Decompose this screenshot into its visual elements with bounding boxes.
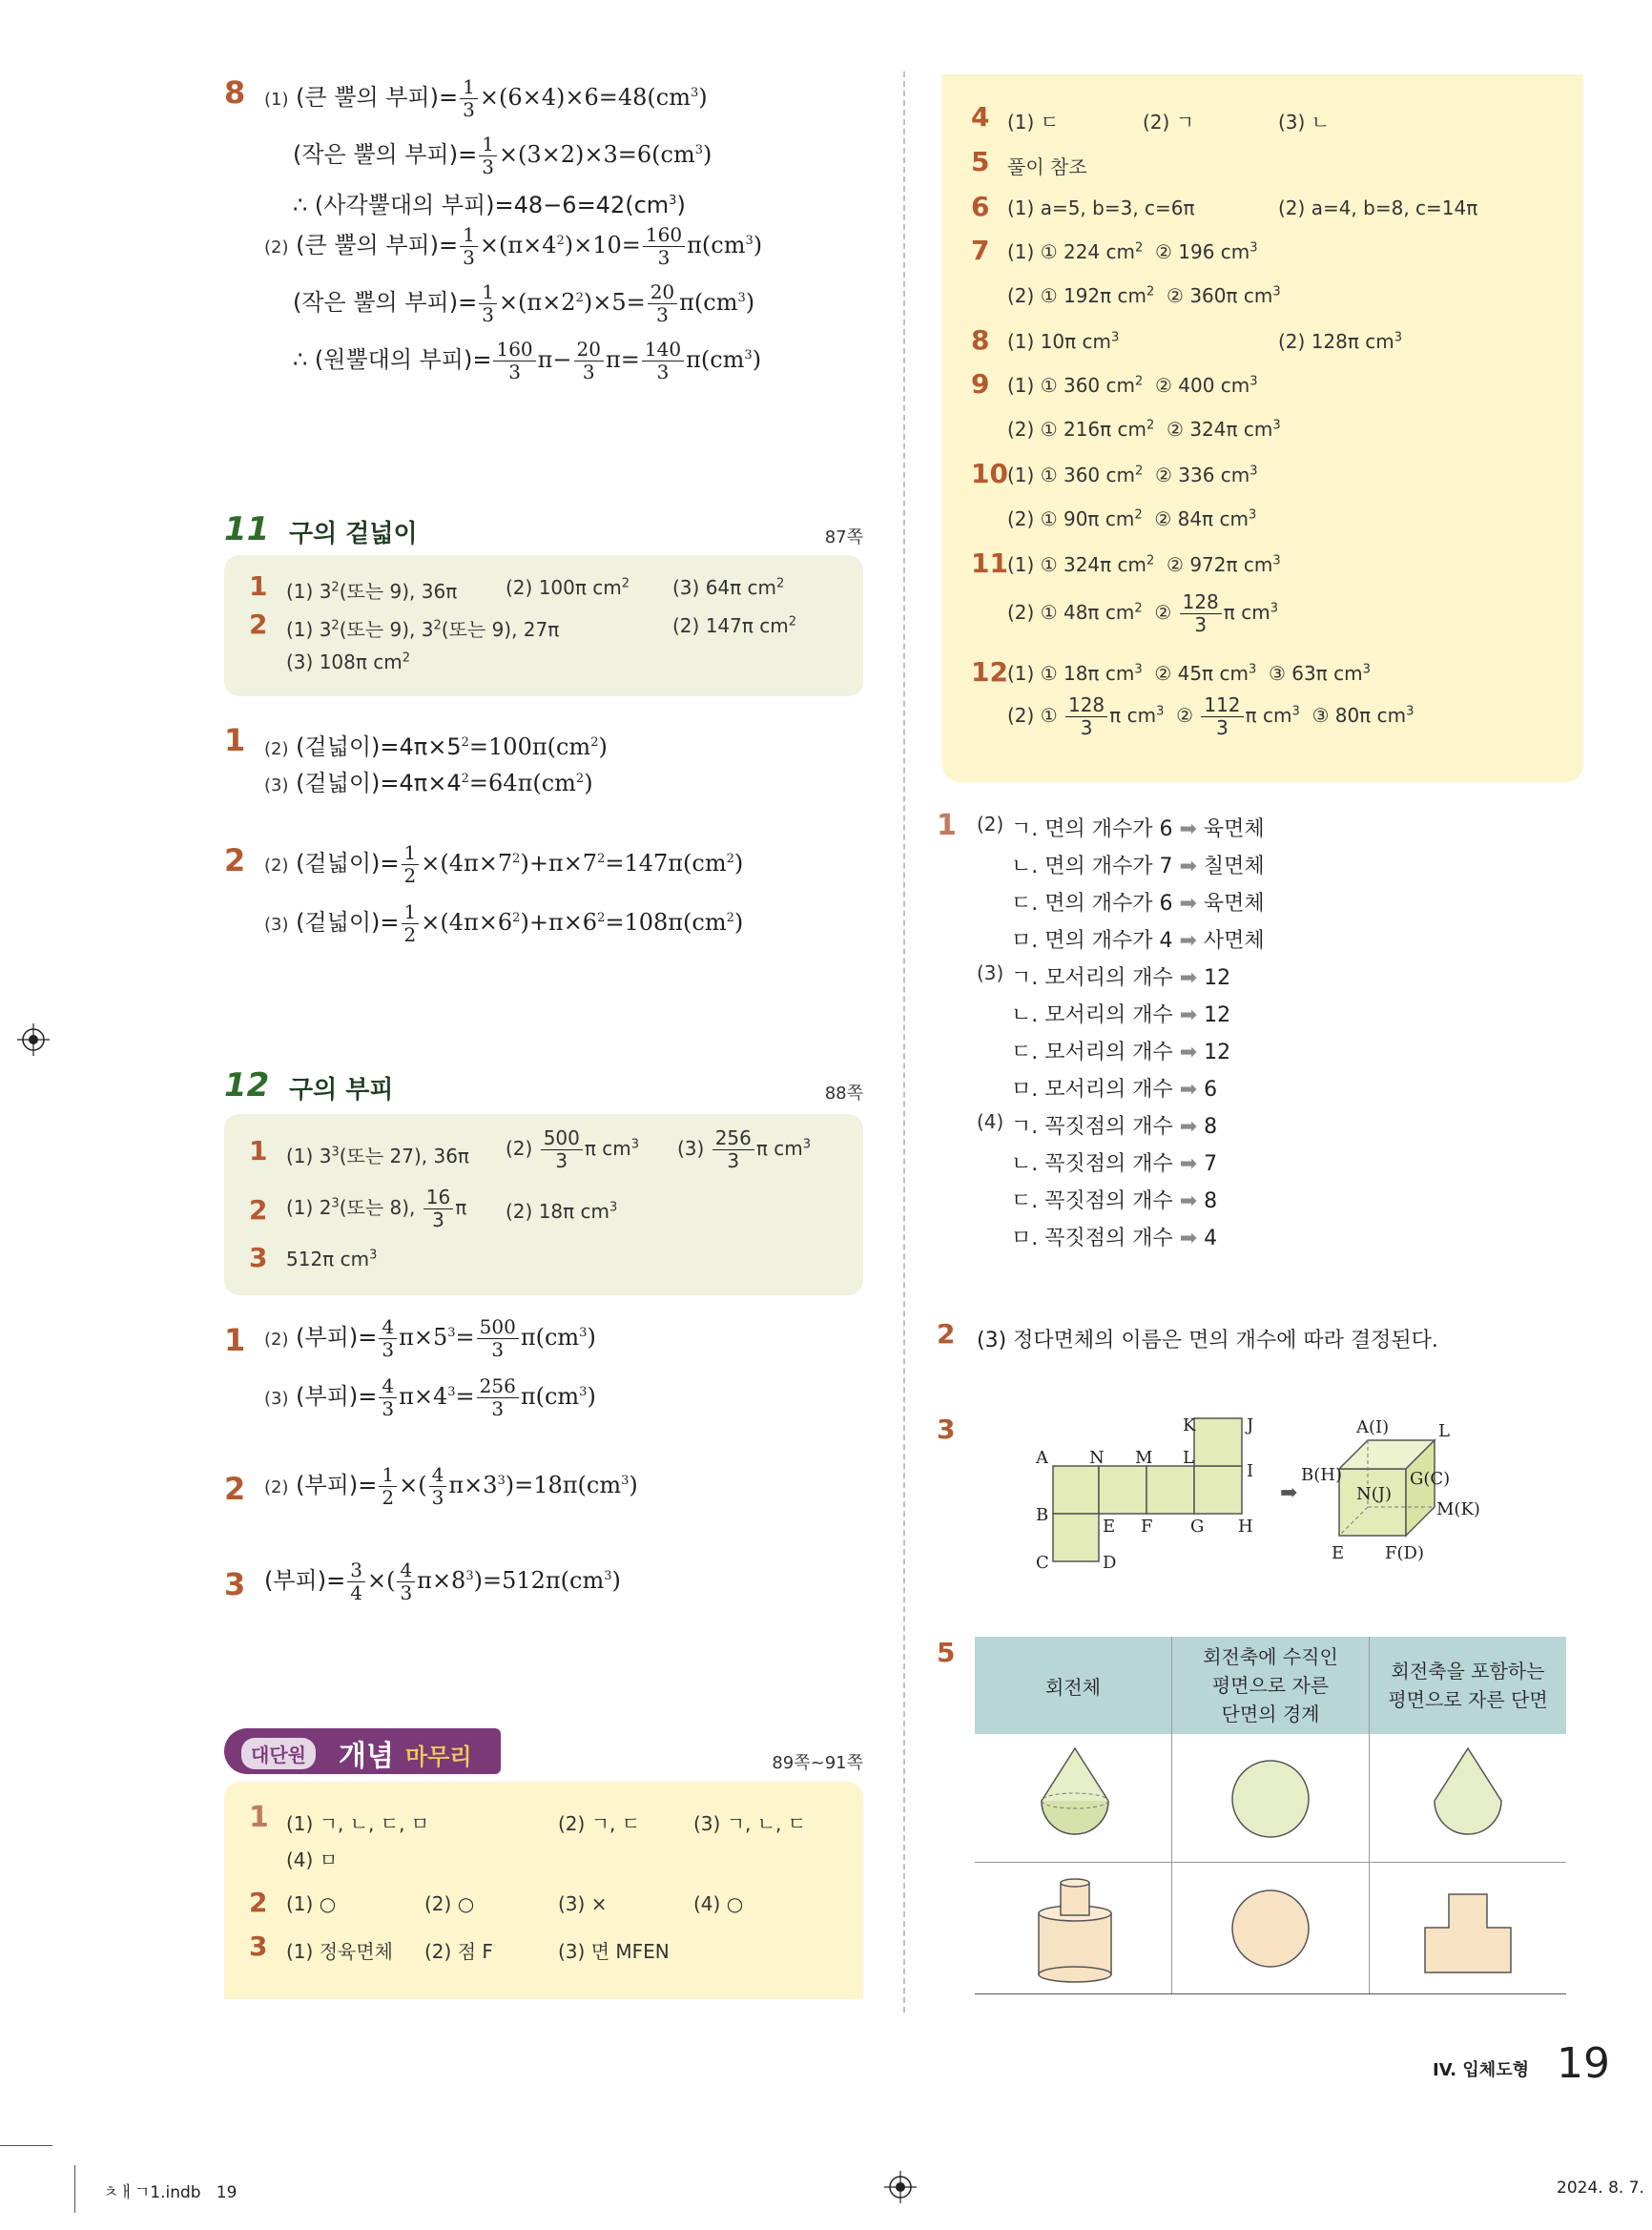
arrow-icon: ➡ <box>1172 817 1204 841</box>
arrow-icon: ➡ <box>1172 855 1204 878</box>
section-11-title: 구의 겉넓이 <box>289 520 418 548</box>
solution-line: ㄴ. 모서리의 개수 ➡ 12 <box>1011 1003 1231 1027</box>
stacked-cylinder-solid <box>1027 1873 1123 1988</box>
solution-line: ㄷ. 꼭짓점의 개수 ➡ 8 <box>1011 1189 1218 1213</box>
solution-line: ㄱ. 꼭짓점의 개수 ➡ 8 <box>1011 1115 1218 1139</box>
solution-part-label: (4) <box>977 1110 1004 1133</box>
q8-block <box>224 67 892 410</box>
solution-line: ㄱ. 모서리의 개수 ➡ 12 <box>1011 966 1231 990</box>
solution-part-label: (2) <box>977 813 1004 836</box>
arrow-icon: ➡ <box>1280 1481 1298 1505</box>
svg-text:M: M <box>1135 1448 1153 1468</box>
svg-text:H: H <box>1238 1517 1253 1537</box>
q8-line6: ∴ (원뿔대의 부피)= $\frac{160}{3}$ π− $\frac{20}{3}$ π= $\frac{140}{3}$ $\pi(cm^3)$ <box>293 338 762 383</box>
section-12-icon: 12 <box>224 1066 270 1105</box>
section-12-solutions: 1 (2) (부피)= $\frac{4}{3}$ $\pi\times 5^3=$ $\frac{500}{3}$ $\pi(cm^3)$ (3) (부피)= $\frac{4}{3}$ $\pi\times 4^3=$ $\frac{256}{3}$ $\pi(cm^3)$ 2 (2) (부피)= $\frac{1}{2}$ ×( $\frac{4}{3}$ $\pi\times 3^3)=18\pi(cm^3)$ 3 (부피)= $\frac{3}{4}$ ×( $\frac{4}{3}$ $\pi\times 8^3)=512\pi(cm^3)$ <box>224 1315 638 1604</box>
svg-text:B(H): B(H) <box>1301 1465 1342 1485</box>
svg-text:J: J <box>1247 1415 1254 1435</box>
arrow-icon: ➡ <box>1172 1189 1205 1213</box>
svg-text:L: L <box>1438 1421 1450 1441</box>
unit-review-header <box>224 1728 863 1776</box>
chapter-label: IV. 입체도형 <box>1433 2060 1529 2080</box>
table-header-perpendicular: 회전축에 수직인 평면으로 자른 단면의 경계 <box>1203 1645 1338 1725</box>
print-date: 2024. 8. 7. <box>1557 2178 1644 2198</box>
cone-hemisphere-solid <box>1027 1744 1123 1858</box>
column-divider <box>903 72 905 2013</box>
section-12-answers: 1 (1) $3^3$(또는 27), 36π (2) $\frac{500}{3}$ π $cm^3$ (3) $\frac{256}{3}$ π $cm^3$ 2 (1) $2^3$(또는 8), $\frac{16}{3}$ π (2) 18π $cm^3$ 3 512π $cm^3$ <box>224 1114 863 1295</box>
section-12-header <box>224 1066 863 1105</box>
cube-net-figure <box>975 1414 1585 1576</box>
q8-line1: (1) (큰 뿔의 부피)= $\frac{1}{3}$ $\times(6\times 4)\times 6=48(cm^3)$ <box>264 75 708 121</box>
q8-line2: (작은 뿔의 부피)= $\frac{1}{3}$ $\times(3\times 2)\times 3=6(cm^3)$ <box>293 133 712 178</box>
unit-review-answers: 1 (1) ㄱ, ㄴ, ㄷ, ㅁ (2) ㄱ, ㄷ (3) ㄱ, ㄴ, ㄷ (4) ㅁ 2 (1) ○ (2) ○ (3) × (4) ○ 3 (1) 정육면체 (2) 점 F (3) 면 MFEN <box>224 1782 863 1999</box>
solution-part-label: (3) <box>977 961 1004 984</box>
svg-text:F(D): F(D) <box>1385 1543 1424 1563</box>
svg-text:M(K): M(K) <box>1436 1499 1480 1519</box>
svg-text:A: A <box>1036 1448 1048 1468</box>
q8-line4: (2) (큰 뿔의 부피)= $\frac{1}{3}$ $\times(\pi\times 4^2)\times 10=$ $\frac{160}{3}$ $\pi(cm^3)$ <box>264 223 763 269</box>
q8-number: 8 <box>224 74 246 111</box>
circle-section-2 <box>1223 1883 1318 1978</box>
solution-line: ㄴ. 면의 개수가 7 ➡ 칠면체 <box>1011 855 1265 878</box>
section-11-solutions: 1 (2) (겉넓이)$=4\pi\times 5^2=100\pi(cm^2)$ (3) (겉넓이)$=4\pi\times 4^2=64\pi(cm^2)$ 2 (2) (겉넓이)= $\frac{1}{2}$ $\times(4\pi\times 7^2)+\pi\times 7^2=147\pi(cm^2)$ (3) (겉넓이)= $\frac{1}{2}$ $\times(4\pi\times 6^2)+\pi\times 6^2=108\pi(cm^2)$ <box>224 722 744 946</box>
unit-review-solution-3: 3 K J A N M L I B E F G H C D ➡ A(I) L B(H) G(C) N(J) M(K) E F(D) <box>937 1414 1585 1585</box>
teardrop-section <box>1420 1744 1516 1858</box>
arrow-icon: ➡ <box>1172 892 1204 916</box>
solution-line: ㄱ. 면의 개수가 6 ➡ 육면체 <box>1011 817 1265 841</box>
rotation-table <box>975 1637 1566 1994</box>
solution-line: ㅁ. 모서리의 개수 ➡ 6 <box>1011 1078 1218 1102</box>
unit-review-solution-2: 2 (3) 정다면체의 이름은 면의 개수에 따라 결정된다. <box>937 1318 1438 1352</box>
crop-mark-line <box>0 2145 52 2146</box>
section-11-answers: 1 (1) $3^2$(또는 9), 36π (2) 100π $cm^2$ (3) 64π $cm^2$ 2 (1) $3^2$(또는 9), $3^2$(또는 9), 27π (2) 147π $cm^2$ (3) 108π $cm^2$ <box>224 555 863 696</box>
t-shape-section <box>1420 1875 1516 1980</box>
section-12-page: 88쪽 <box>824 1084 863 1104</box>
svg-text:C: C <box>1036 1553 1049 1573</box>
svg-text:N: N <box>1089 1448 1105 1468</box>
svg-text:D: D <box>1103 1553 1117 1573</box>
solution-line: ㄴ. 꼭짓점의 개수 ➡ 7 <box>1011 1152 1218 1176</box>
svg-text:G: G <box>1190 1517 1205 1537</box>
crop-mark-vertical <box>74 2165 75 2213</box>
svg-text:L: L <box>1183 1448 1194 1468</box>
svg-text:N(J): N(J) <box>1356 1484 1393 1504</box>
table-header-solid: 회전체 <box>1045 1675 1101 1699</box>
section-11-page: 87쪽 <box>824 527 863 547</box>
svg-text:G(C): G(C) <box>1410 1469 1451 1489</box>
section-12-title: 구의 부피 <box>289 1076 394 1105</box>
svg-text:I: I <box>1247 1461 1254 1481</box>
arrow-icon: ➡ <box>1172 1078 1205 1102</box>
solution-line: ㅁ. 면의 개수가 4 ➡ 사면체 <box>1011 929 1265 953</box>
q8-line3: ∴ (사각뿔대의 부피)$=48-6=42(cm^3)$ <box>293 192 686 218</box>
solution-line: ㅁ. 꼭짓점의 개수 ➡ 4 <box>1011 1227 1218 1250</box>
arrow-icon: ➡ <box>1172 1003 1205 1027</box>
section-11-header <box>224 510 863 548</box>
arrow-icon: ➡ <box>1172 1227 1205 1250</box>
svg-text:K: K <box>1183 1415 1196 1435</box>
solution-line: ㄷ. 면의 개수가 6 ➡ 육면체 <box>1011 892 1265 916</box>
solution-line: ㄷ. 모서리의 개수 ➡ 12 <box>1011 1041 1231 1064</box>
arrow-icon: ➡ <box>1172 929 1204 953</box>
unit-review-solution-1: 1 (2) ㄱ. 면의 개수가 6 ➡ 육면체 ㄴ. 면의 개수가 7 ➡ 칠면체 ㄷ. 면의 개수가 6 ➡ 육면체 ㅁ. 면의 개수가 4 ➡ 사면체 (3) ㄱ. 모서리의 개수 ➡ 12 ㄴ. 모서리의 개수 ➡ 12 ㄷ. 모서리의 개수 ➡ 12 ㅁ. 모서리의 개수 ➡ 6 (4) ㄱ. 꼭짓점의 개수 ➡ 8 ㄴ. 꼭짓점의 개수 ➡ 7 ㄷ. 꼭짓점의 개수 ➡ 8 ㅁ. 꼭짓점의 개수 ➡ 4 <box>937 809 1265 1250</box>
arrow-icon: ➡ <box>1172 1041 1205 1064</box>
unit-review-page: 89쪽~91쪽 <box>772 1753 863 1773</box>
unit-review-banner: 대단원 개념 마무리 <box>224 1728 501 1774</box>
table-header-containing: 회전축을 포함하는 평면으로 자른 단면 <box>1388 1660 1548 1711</box>
registration-mark-icon <box>17 1023 50 1056</box>
unit-review-solution-5: 5 회전체 회전축에 수직인 평면으로 자른 단면의 경계 회전축을 포함하는 평면으로 자른 단면 <box>937 1637 1585 1999</box>
svg-text:A(I): A(I) <box>1356 1417 1390 1437</box>
svg-text:E: E <box>1332 1543 1345 1563</box>
page-number: 19 <box>1557 2039 1610 2088</box>
svg-text:E: E <box>1103 1517 1116 1537</box>
circle-section-1 <box>1223 1753 1318 1848</box>
arrow-icon: ➡ <box>1172 1152 1205 1176</box>
arrow-icon: ➡ <box>1172 1115 1205 1139</box>
file-label: ㅊㅐㄱ1.indb 19 <box>103 2183 237 2202</box>
unit-review-answers-continued: 4 (1) ㄷ (2) ㄱ (3) ㄴ 5 풀이 참조 6 (1) a=5, b=3, c=6π (2) a=4, b=8, c=14π 7 (1) ① 224 $cm^2$ ② 196 $cm^3$ (2) ① 192π $cm^2$ ② 360π $cm^3$ 8 (1) 10π $cm^3$ (2) 128π $cm^3$ 9 (1) ① 360 $cm^2$ ② 400 $cm^3$ (2) ① 216π $cm^2$ ② 324π $cm^3$ 10 (1) ① 360 $cm^2$ ② 336 $cm^3$ (2) ① 90π $cm^2$ ② 84π $cm^3$ 11 (1) ① 324π $cm^2$ ② 972π $cm^3$ (2) ① 48π $cm^2$ ② $\frac{128}{3}$ π $cm^3$ 12 (1) ① 18π $cm^3$ ② 45π $cm^3$ ③ 63π $cm^3$ (2) ① $\frac{128}{3}$ π $cm^3$ ② $\frac{112}{3}$ π $cm^3$ ③ 80π $cm^3$ <box>942 74 1583 782</box>
svg-text:B: B <box>1036 1505 1049 1525</box>
q8-line5: (작은 뿔의 부피)= $\frac{1}{3}$ $\times(\pi\times 2^2)\times 5=$ $\frac{20}{3}$ $\pi(cm^3)$ <box>293 280 755 326</box>
arrow-icon: ➡ <box>1172 966 1205 990</box>
svg-text:F: F <box>1141 1517 1153 1537</box>
section-11-icon: 11 <box>224 510 270 548</box>
registration-mark-icon <box>884 2171 917 2203</box>
